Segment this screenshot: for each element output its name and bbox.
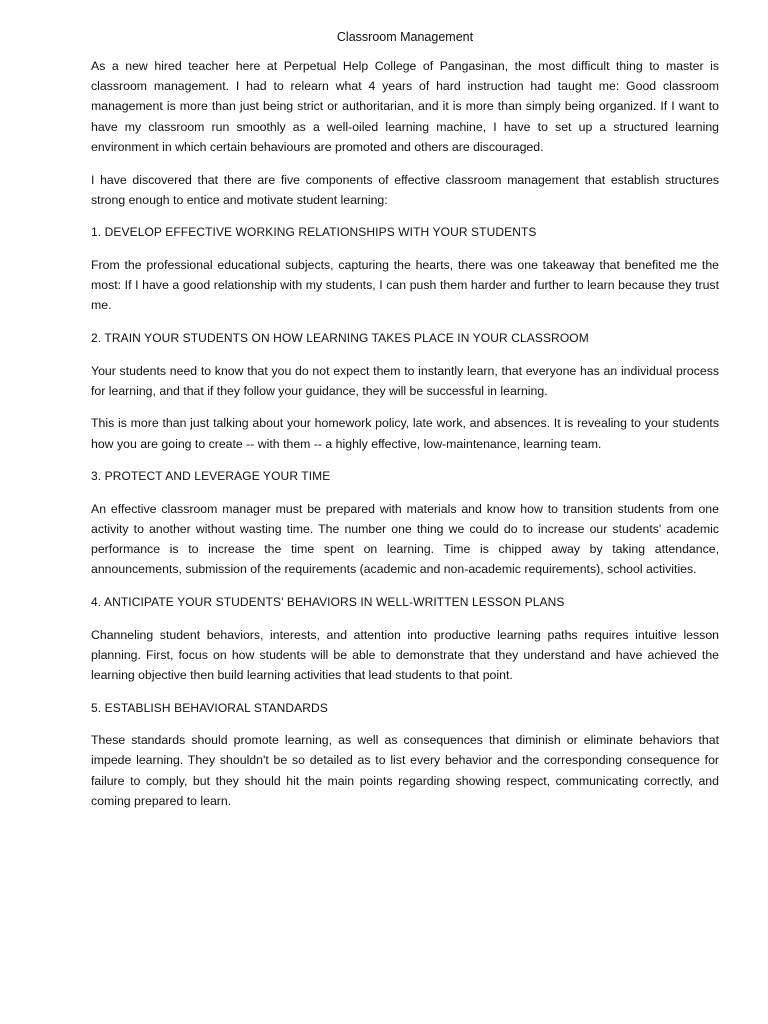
section-5-paragraph-1: These standards should promote learning, as well as consequences that diminish or eliminate behaviors that impede learning. They shouldn't be so detailed as to list every behavior and the corresponding consequence for failure to comply, but they should hit the main points regarding showing respect, communicating correctly, and coming prepared to learn. xyxy=(91,733,719,808)
document-title: Classroom Management xyxy=(336,30,474,44)
lead-paragraph: I have discovered that there are five components of effective classroom management that establish structures strong enough to entice and motivate student learning: xyxy=(91,172,719,207)
section-2-paragraph-2: This is more than just talking about your homework policy, late work, and absences. It is revealing to your students how you are going to create -- with them -- a highly effective, low-maintenance, learning team. xyxy=(91,416,719,451)
section-heading-3: 3. PROTECT AND LEVERAGE YOUR TIME xyxy=(91,469,331,484)
section-heading-5: 5. ESTABLISH BEHAVIORAL STANDARDS xyxy=(91,700,328,715)
section-heading-4: 4. ANTICIPATE YOUR STUDENTS' BEHAVIORS IN WELL-WRITTEN LESSON PLANS xyxy=(91,595,565,610)
section-heading-1: 1. DEVELOP EFFECTIVE WORKING RELATIONSHIPS WITH YOUR STUDENTS xyxy=(91,225,537,240)
document-page xyxy=(91,28,719,824)
section-heading-2: 2. TRAIN YOUR STUDENTS ON HOW LEARNING TAKES PLACE IN YOUR CLASSROOM xyxy=(91,331,589,346)
intro-paragraph: As a new hired teacher here at Perpetual Help College of Pangasinan, the most difficult thing to master is classroom management. I had to relearn what 4 years of hard instruction had taught me: Good classroom management is more than just being strict or authoritarian, and it is more than simply being organized. If I want to have my classroom run smoothly as a well-oiled learning machine, I have to set up a structured learning environment in which certain behaviours are promoted and others are discouraged. xyxy=(91,59,719,154)
section-2-paragraph-1: Your students need to know that you do not expect them to instantly learn, that everyone has an individual process for learning, and that if they follow your guidance, they will be successful in learning. xyxy=(91,363,719,398)
section-4-paragraph-1: Channeling student behaviors, interests, and attention into productive learning paths requires intuitive lesson planning. First, focus on how students will be able to demonstrate that they understand and have achieved the learning objective then build learning activities that lead students to that point. xyxy=(91,627,719,683)
section-3-paragraph-1: An effective classroom manager must be prepared with materials and know how to transition students from one activity to another without wasting time. The number one thing we could do to increase our students' academic performance is to increase the time spent on learning. Time is chipped away by taking attendance, announcements, submission of the requirements (academic and non-academic requirements), school activities. xyxy=(91,501,719,577)
section-1-paragraph-1: From the professional educational subjects, capturing the hearts, there was one takeaway that benefited me the most: If I have a good relationship with my students, I can push them harder and further to learn because they trust me. xyxy=(91,257,719,313)
